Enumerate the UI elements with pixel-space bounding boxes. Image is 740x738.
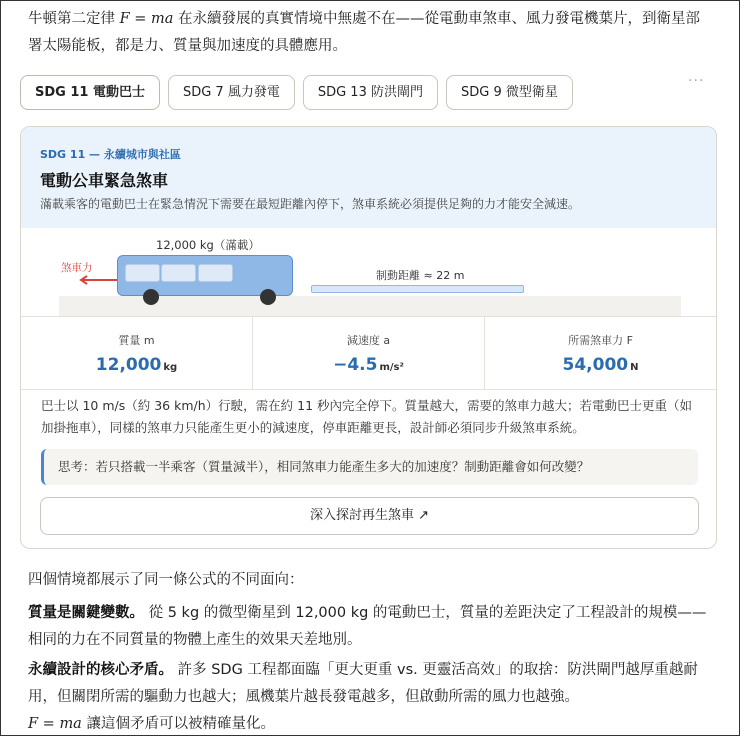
stat-value: −4.5 m/s²: [333, 355, 404, 375]
bus-wheel: [260, 289, 276, 305]
bus-window: [198, 264, 233, 282]
stat-label: 減速度 a: [346, 334, 391, 347]
tab-sdg13-floodgate[interactable]: SDG 13 防洪閘門: [303, 75, 438, 110]
card-title: 電動公車緊急煞車: [40, 171, 169, 190]
stats-row: [21, 316, 716, 390]
tab-sdg9-satellite[interactable]: SDG 9 微型衛星: [446, 75, 573, 110]
braking-distance-label: 制動距離 ≈ 22 m: [376, 269, 465, 282]
card-header: [21, 127, 716, 228]
bus-wheel: [143, 289, 159, 305]
braking-distance-bar: [311, 285, 524, 293]
mass-key-paragraph: 質量是關鍵變數。 從 5 kg 的微型衛星到 12,000 kg 的電動巴士，質量的差距決定了工程設計的規模——相同的力在不同質量的物體上產生的效果天差地別。: [28, 605, 707, 648]
design-tension-paragraph: 永續設計的核心矛盾。 許多 SDG 工程都面臨「更大更重 vs. 更靈活高效」的取捨：防洪閘門越厚重越耐用，但關閉所需的驅動力也越大；風機葉片越長發電越多，但啟動所需的風力也越強。 F = ma 讓這個矛盾可以被精確量化。: [28, 662, 698, 732]
stat-brake-force: [485, 317, 716, 389]
sdg-label: SDG 11 — 永續城市與社區: [40, 148, 181, 161]
bus-mass-label: 12,000 kg（滿載）: [156, 238, 260, 252]
stat-label: 質量 m: [118, 334, 155, 347]
summary-line: 四個情境都展示了同一條公式的不同面向：: [28, 572, 304, 588]
bus-window: [161, 264, 196, 282]
intro-paragraph: 牛頓第二定律 F = ma 在永續發展的真實情境中無處不在——從電動車煞車、風力發電機葉片，到衛星部署太陽能板，都是力、質量與加速度的具體應用。: [28, 11, 701, 54]
tab-sdg7-wind[interactable]: SDG 7 風力發電: [168, 75, 295, 110]
braking-scene: [21, 228, 716, 316]
bus-window: [125, 264, 160, 282]
stat-label: 所需煞車力 F: [568, 334, 633, 347]
stat-mass: [21, 317, 253, 389]
stat-value: 12,000 kg: [95, 355, 178, 375]
stat-deceleration: [253, 317, 485, 389]
more-horizontal-icon[interactable]: ···: [688, 73, 705, 89]
brake-arrow-icon: [78, 275, 118, 285]
stat-value: 54,000 N: [562, 355, 639, 375]
sdg-tabs: [20, 75, 573, 111]
tab-sdg11-ebus[interactable]: SDG 11 電動巴士: [20, 75, 160, 110]
explore-regenerative-braking-button[interactable]: 深入探討再生煞車 ↗: [40, 497, 699, 535]
card-description: 滿載乘客的電動巴士在緊急情況下需要在最短距離內停下，煞車系統必須提供足夠的力才能安全減速。: [40, 197, 581, 211]
explanation-text: 巴士以 10 m/s（約 36 km/h）行駛，需在約 11 秒內完全停下。質量越大，需要的煞車力越大；若電動巴士更重（如加掛拖車），同樣的煞車力只能產生更小的減速度，停車距離更長，設計師必須同步升級煞車系統。: [41, 398, 693, 435]
think-question: 思考：若只搭載一半乘客（質量減半），相同煞車力能產生多大的加速度？制動距離會如何改變？: [41, 449, 698, 485]
brake-force-label: 煞車力: [61, 262, 93, 274]
scenario-card: [20, 126, 717, 549]
